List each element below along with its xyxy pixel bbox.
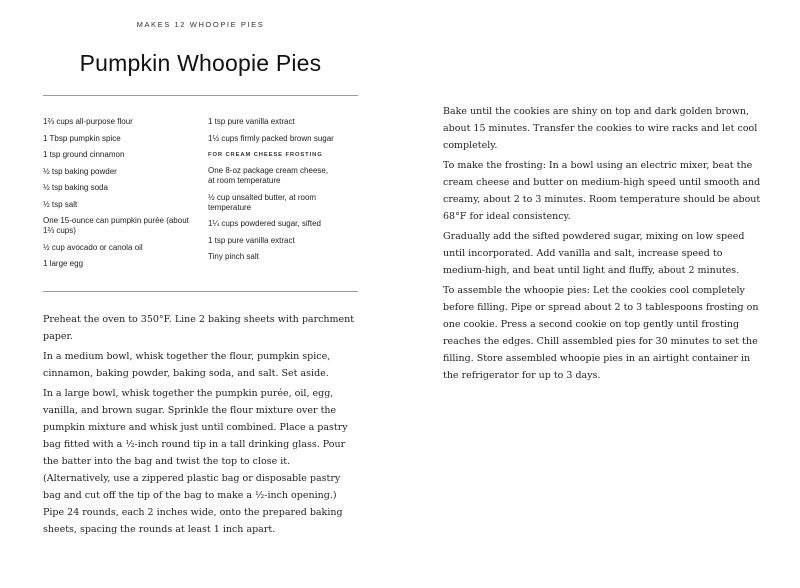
frosting-heading: FOR CREAM CHEESE FROSTING: [208, 152, 323, 158]
method-paragraph: To assemble the whoopie pies: Let the cookies cool completely before filling. Pipe or spread about 2 to 3 tablespoons frosting on one cookie. Press a second cookie on top gently until frosting reaches the edges. Chill assembled pies for 30 minutes to set the filling. Store assembled whoopie pies in an airtight container in the refrigerator for up to 3 days.: [443, 285, 759, 381]
ingredient-item: 1 tsp ground cinnamon: [43, 150, 125, 159]
recipe-yield: MAKES 12 WHOOPIE PIES: [136, 20, 265, 29]
method-paragraph: Bake until the cookies are shiny on top and dark golden brown, about 15 minutes. Transfer the cookies to wire racks and let cool completely.: [443, 106, 758, 151]
ingredient-item: ½ cup avocado or canola oil: [43, 242, 143, 252]
ingredient-item: 1⅔ cups all-purpose flour: [43, 117, 133, 126]
divider-bottom: [43, 291, 358, 292]
method-paragraph: To make the frosting: In a bowl using an electric mixer, beat the cream cheese and butter on medium-high speed until smooth and creamy, about 2 to 3 minutes. Room temperature should be about 68°F for ideal consistency.: [443, 160, 761, 222]
method-paragraph: Gradually add the sifted powdered sugar, mixing on low speed until incorporated. Add vanilla and salt, increase speed to medium-high, and beat until light and fluffy, about 2 minutes.: [443, 231, 745, 276]
ingredient-item: ½ tsp salt: [43, 199, 78, 209]
method-paragraph: In a medium bowl, whisk together the flour, pumpkin spice, cinnamon, baking powder, baking soda, and salt. Set aside.: [43, 351, 331, 379]
divider-top: [43, 95, 358, 96]
ingredients-column-2: [208, 117, 358, 269]
recipe-title: Pumpkin Whoopie Pies: [79, 50, 322, 76]
ingredients-column-1: [43, 117, 201, 276]
ingredient-item: One 8-oz package cream cheese, at room temperature: [208, 166, 329, 185]
ingredient-item: 1¼ cups powdered sugar, sifted: [208, 219, 321, 228]
ingredient-item: 1 tsp pure vanilla extract: [208, 235, 295, 245]
method-paragraph: Preheat the oven to 350°F. Line 2 baking sheets with parchment paper.: [43, 314, 355, 342]
ingredient-item: Tiny pinch salt: [208, 252, 259, 261]
method-left: [43, 311, 358, 541]
ingredient-item: One 15-ounce can pumpkin purée (about 1⅔ cups): [43, 216, 189, 235]
ingredient-item: ½ tsp baking soda: [43, 183, 108, 192]
ingredient-item: 1 Tbsp pumpkin spice: [43, 133, 121, 143]
ingredient-item: 1 tsp pure vanilla extract: [208, 117, 295, 126]
ingredient-item: 1½ cups firmly packed brown sugar: [208, 133, 334, 143]
ingredient-item: ½ tsp baking powder: [43, 166, 117, 176]
method-right: [443, 103, 765, 387]
method-paragraph: In a large bowl, whisk together the pumpkin purée, oil, egg, vanilla, and brown sugar. Sprinkle the flour mixture over the pumpkin mixture and whisk just until combined. Place a pastry bag fitted with a ½-inch round tip in a tall drinking glass. Pour the batter into the bag and twist the top to close it. (Alternatively, use a zippered plastic bag or disposable pastry bag and cut off the tip of the bag to make a ½-inch opening.) Pipe 24 rounds, each 2 inches wide, onto the prepared baking sheets, spacing the rounds at least 1 inch apart.: [43, 388, 348, 535]
ingredient-item: 1 large egg: [43, 259, 84, 268]
ingredient-item: ½ cup unsalted butter, at room temperature: [208, 192, 317, 212]
